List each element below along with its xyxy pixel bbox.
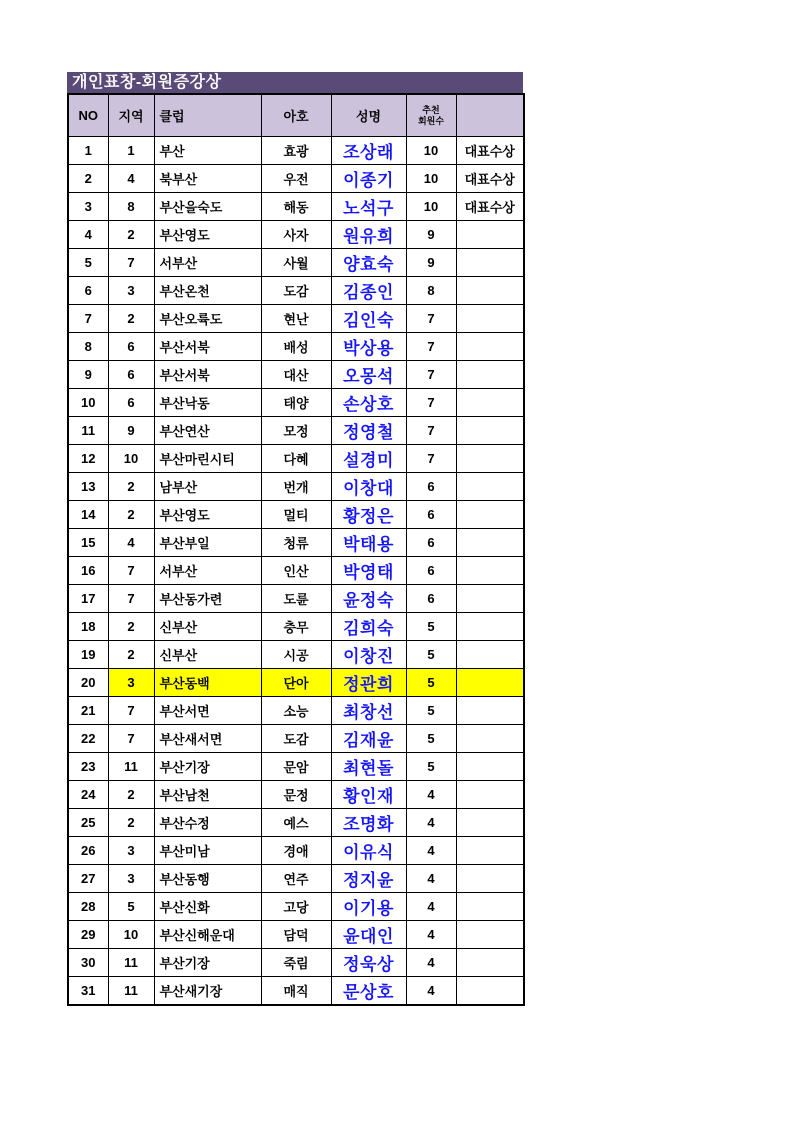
cell-club: 부산기장 xyxy=(154,753,261,781)
cell-note xyxy=(456,781,524,809)
cell-no: 1 xyxy=(68,137,108,165)
cell-region: 11 xyxy=(108,753,154,781)
cell-club: 부산영도 xyxy=(154,221,261,249)
cell-region: 7 xyxy=(108,557,154,585)
cell-count: 9 xyxy=(406,249,456,277)
cell-region: 2 xyxy=(108,473,154,501)
cell-name: 정관희 xyxy=(331,669,406,697)
cell-pen-name: 현난 xyxy=(261,305,331,333)
cell-region: 11 xyxy=(108,977,154,1006)
cell-note xyxy=(456,249,524,277)
cell-count: 5 xyxy=(406,697,456,725)
cell-note xyxy=(456,837,524,865)
cell-note xyxy=(456,445,524,473)
cell-note xyxy=(456,557,524,585)
cell-pen-name: 배성 xyxy=(261,333,331,361)
table-row xyxy=(68,809,524,837)
cell-count: 10 xyxy=(406,165,456,193)
cell-club: 남부산 xyxy=(154,473,261,501)
cell-name: 박태용 xyxy=(331,529,406,557)
cell-no: 23 xyxy=(68,753,108,781)
cell-region: 11 xyxy=(108,949,154,977)
cell-count: 6 xyxy=(406,501,456,529)
cell-pen-name: 해동 xyxy=(261,193,331,221)
cell-club: 북부산 xyxy=(154,165,261,193)
table-row xyxy=(68,361,524,389)
cell-no: 15 xyxy=(68,529,108,557)
cell-club: 부산온천 xyxy=(154,277,261,305)
cell-note xyxy=(456,501,524,529)
cell-no: 19 xyxy=(68,641,108,669)
cell-pen-name: 인산 xyxy=(261,557,331,585)
table-row xyxy=(68,753,524,781)
cell-pen-name: 매직 xyxy=(261,977,331,1006)
cell-count: 9 xyxy=(406,221,456,249)
cell-no: 20 xyxy=(68,669,108,697)
cell-name: 오몽석 xyxy=(331,361,406,389)
cell-club: 신부산 xyxy=(154,641,261,669)
cell-count: 4 xyxy=(406,781,456,809)
cell-name: 정영철 xyxy=(331,417,406,445)
cell-count: 7 xyxy=(406,417,456,445)
cell-pen-name: 단아 xyxy=(261,669,331,697)
cell-count: 5 xyxy=(406,669,456,697)
cell-club: 부산동백 xyxy=(154,669,261,697)
cell-note xyxy=(456,389,524,417)
cell-count: 4 xyxy=(406,837,456,865)
cell-pen-name: 연주 xyxy=(261,865,331,893)
col-header-name: 성명 xyxy=(331,94,406,137)
cell-pen-name: 태양 xyxy=(261,389,331,417)
cell-no: 26 xyxy=(68,837,108,865)
cell-no: 13 xyxy=(68,473,108,501)
cell-count: 7 xyxy=(406,305,456,333)
cell-region: 7 xyxy=(108,249,154,277)
cell-no: 2 xyxy=(68,165,108,193)
cell-club: 부산서북 xyxy=(154,333,261,361)
cell-name: 김희숙 xyxy=(331,613,406,641)
cell-club: 부산신화 xyxy=(154,893,261,921)
cell-club: 부산마린시티 xyxy=(154,445,261,473)
cell-club: 부산영도 xyxy=(154,501,261,529)
cell-count: 8 xyxy=(406,277,456,305)
cell-count: 10 xyxy=(406,137,456,165)
cell-count: 5 xyxy=(406,753,456,781)
cell-count: 6 xyxy=(406,557,456,585)
cell-no: 4 xyxy=(68,221,108,249)
cell-no: 22 xyxy=(68,725,108,753)
cell-pen-name: 소능 xyxy=(261,697,331,725)
cell-club: 부산서면 xyxy=(154,697,261,725)
cell-name: 박영태 xyxy=(331,557,406,585)
cell-club: 서부산 xyxy=(154,557,261,585)
cell-pen-name: 담덕 xyxy=(261,921,331,949)
cell-name: 이기용 xyxy=(331,893,406,921)
table-row xyxy=(68,249,524,277)
cell-pen-name: 경애 xyxy=(261,837,331,865)
table-row xyxy=(68,865,524,893)
cell-count: 7 xyxy=(406,389,456,417)
cell-count: 7 xyxy=(406,333,456,361)
cell-note: 대표수상 xyxy=(456,165,524,193)
cell-name: 조명화 xyxy=(331,809,406,837)
table-row xyxy=(68,389,524,417)
cell-region: 6 xyxy=(108,389,154,417)
cell-note xyxy=(456,613,524,641)
table-row xyxy=(68,193,524,221)
cell-no: 5 xyxy=(68,249,108,277)
cell-name: 양효숙 xyxy=(331,249,406,277)
cell-name: 윤정숙 xyxy=(331,585,406,613)
cell-note: 대표수상 xyxy=(456,137,524,165)
table-row xyxy=(68,277,524,305)
cell-no: 25 xyxy=(68,809,108,837)
cell-pen-name: 충무 xyxy=(261,613,331,641)
table-row xyxy=(68,417,524,445)
cell-region: 10 xyxy=(108,921,154,949)
table-row xyxy=(68,529,524,557)
cell-club: 부산동행 xyxy=(154,865,261,893)
table-header xyxy=(68,94,524,137)
cell-club: 서부산 xyxy=(154,249,261,277)
cell-region: 2 xyxy=(108,613,154,641)
cell-no: 21 xyxy=(68,697,108,725)
cell-pen-name: 도감 xyxy=(261,725,331,753)
table-row xyxy=(68,613,524,641)
cell-club: 부산을숙도 xyxy=(154,193,261,221)
cell-name: 원유희 xyxy=(331,221,406,249)
table-row xyxy=(68,641,524,669)
col-header-count-line2: 회원수 xyxy=(417,115,445,126)
cell-count: 5 xyxy=(406,613,456,641)
cell-pen-name: 청류 xyxy=(261,529,331,557)
cell-note xyxy=(456,697,524,725)
table-row xyxy=(68,669,524,697)
table-row xyxy=(68,837,524,865)
cell-no: 28 xyxy=(68,893,108,921)
cell-no: 12 xyxy=(68,445,108,473)
cell-no: 6 xyxy=(68,277,108,305)
cell-no: 9 xyxy=(68,361,108,389)
cell-count: 4 xyxy=(406,893,456,921)
col-header-count xyxy=(406,94,456,137)
cell-region: 3 xyxy=(108,669,154,697)
cell-no: 27 xyxy=(68,865,108,893)
cell-count: 4 xyxy=(406,921,456,949)
cell-note xyxy=(456,417,524,445)
table-row xyxy=(68,137,524,165)
col-header-note xyxy=(456,94,524,137)
cell-region: 10 xyxy=(108,445,154,473)
table-body xyxy=(68,137,524,1006)
cell-name: 최창선 xyxy=(331,697,406,725)
cell-no: 10 xyxy=(68,389,108,417)
cell-note: 대표수상 xyxy=(456,193,524,221)
cell-region: 2 xyxy=(108,305,154,333)
cell-count: 4 xyxy=(406,977,456,1006)
cell-no: 16 xyxy=(68,557,108,585)
cell-region: 4 xyxy=(108,165,154,193)
cell-note xyxy=(456,949,524,977)
cell-pen-name: 예스 xyxy=(261,809,331,837)
header-row xyxy=(68,94,524,137)
cell-name: 노석구 xyxy=(331,193,406,221)
cell-no: 29 xyxy=(68,921,108,949)
cell-name: 최현돌 xyxy=(331,753,406,781)
cell-note xyxy=(456,669,524,697)
cell-note xyxy=(456,277,524,305)
cell-note xyxy=(456,361,524,389)
cell-count: 6 xyxy=(406,529,456,557)
cell-club: 부산서북 xyxy=(154,361,261,389)
cell-region: 1 xyxy=(108,137,154,165)
cell-note xyxy=(456,809,524,837)
cell-note xyxy=(456,893,524,921)
cell-name: 문상호 xyxy=(331,977,406,1006)
cell-name: 이종기 xyxy=(331,165,406,193)
awards-sheet xyxy=(67,72,523,1006)
cell-pen-name: 도감 xyxy=(261,277,331,305)
cell-no: 30 xyxy=(68,949,108,977)
cell-note xyxy=(456,305,524,333)
cell-name: 이유식 xyxy=(331,837,406,865)
cell-name: 김종인 xyxy=(331,277,406,305)
cell-pen-name: 대산 xyxy=(261,361,331,389)
cell-region: 8 xyxy=(108,193,154,221)
cell-club: 부산 xyxy=(154,137,261,165)
cell-name: 김인숙 xyxy=(331,305,406,333)
cell-club: 부산수정 xyxy=(154,809,261,837)
cell-club: 부산신해운대 xyxy=(154,921,261,949)
cell-count: 6 xyxy=(406,585,456,613)
cell-name: 박상용 xyxy=(331,333,406,361)
cell-club: 부산연산 xyxy=(154,417,261,445)
cell-pen-name: 우전 xyxy=(261,165,331,193)
table-row xyxy=(68,949,524,977)
cell-region: 4 xyxy=(108,529,154,557)
cell-note xyxy=(456,333,524,361)
table-row xyxy=(68,333,524,361)
col-header-club: 클럽 xyxy=(154,94,261,137)
cell-no: 18 xyxy=(68,613,108,641)
cell-name: 김재윤 xyxy=(331,725,406,753)
cell-pen-name: 사월 xyxy=(261,249,331,277)
cell-pen-name: 문암 xyxy=(261,753,331,781)
cell-no: 24 xyxy=(68,781,108,809)
cell-club: 부산부일 xyxy=(154,529,261,557)
col-header-no: NO xyxy=(68,94,108,137)
cell-region: 2 xyxy=(108,501,154,529)
cell-note xyxy=(456,977,524,1006)
cell-note xyxy=(456,921,524,949)
cell-region: 3 xyxy=(108,837,154,865)
cell-club: 부산오륙도 xyxy=(154,305,261,333)
cell-region: 6 xyxy=(108,361,154,389)
cell-club: 부산새기장 xyxy=(154,977,261,1006)
cell-region: 7 xyxy=(108,725,154,753)
cell-name: 이창대 xyxy=(331,473,406,501)
cell-club: 부산동가련 xyxy=(154,585,261,613)
cell-club: 신부산 xyxy=(154,613,261,641)
cell-pen-name: 사자 xyxy=(261,221,331,249)
cell-pen-name: 모정 xyxy=(261,417,331,445)
cell-note xyxy=(456,753,524,781)
cell-pen-name: 멀티 xyxy=(261,501,331,529)
cell-count: 6 xyxy=(406,473,456,501)
cell-name: 이창진 xyxy=(331,641,406,669)
cell-region: 7 xyxy=(108,585,154,613)
cell-region: 3 xyxy=(108,865,154,893)
cell-note xyxy=(456,641,524,669)
table-title: 개인표창-회원증강상 xyxy=(67,72,523,93)
cell-count: 4 xyxy=(406,809,456,837)
cell-note xyxy=(456,529,524,557)
cell-note xyxy=(456,473,524,501)
cell-region: 3 xyxy=(108,277,154,305)
cell-pen-name: 죽림 xyxy=(261,949,331,977)
table-row xyxy=(68,893,524,921)
table-row xyxy=(68,781,524,809)
cell-count: 5 xyxy=(406,641,456,669)
cell-name: 윤대인 xyxy=(331,921,406,949)
cell-club: 부산기장 xyxy=(154,949,261,977)
col-header-count-line1: 추천 xyxy=(422,104,440,115)
table-row xyxy=(68,697,524,725)
table-row xyxy=(68,977,524,1006)
cell-pen-name: 도륜 xyxy=(261,585,331,613)
cell-count: 5 xyxy=(406,725,456,753)
cell-note xyxy=(456,221,524,249)
cell-region: 6 xyxy=(108,333,154,361)
cell-region: 7 xyxy=(108,697,154,725)
cell-region: 2 xyxy=(108,641,154,669)
col-header-region: 지역 xyxy=(108,94,154,137)
cell-count: 7 xyxy=(406,445,456,473)
cell-count: 10 xyxy=(406,193,456,221)
cell-pen-name: 문정 xyxy=(261,781,331,809)
cell-name: 정지윤 xyxy=(331,865,406,893)
cell-no: 7 xyxy=(68,305,108,333)
awards-table xyxy=(67,93,525,1006)
cell-note xyxy=(456,585,524,613)
cell-name: 설경미 xyxy=(331,445,406,473)
cell-pen-name: 다혜 xyxy=(261,445,331,473)
table-row xyxy=(68,557,524,585)
cell-no: 3 xyxy=(68,193,108,221)
table-row xyxy=(68,501,524,529)
cell-note xyxy=(456,725,524,753)
cell-no: 17 xyxy=(68,585,108,613)
cell-pen-name: 효광 xyxy=(261,137,331,165)
table-row xyxy=(68,725,524,753)
cell-no: 8 xyxy=(68,333,108,361)
cell-no: 31 xyxy=(68,977,108,1006)
cell-region: 2 xyxy=(108,781,154,809)
cell-club: 부산낙동 xyxy=(154,389,261,417)
cell-name: 정욱상 xyxy=(331,949,406,977)
cell-name: 황정은 xyxy=(331,501,406,529)
cell-club: 부산미남 xyxy=(154,837,261,865)
cell-pen-name: 번개 xyxy=(261,473,331,501)
cell-club: 부산새서면 xyxy=(154,725,261,753)
cell-club: 부산남천 xyxy=(154,781,261,809)
col-header-pen-name: 아호 xyxy=(261,94,331,137)
cell-pen-name: 고당 xyxy=(261,893,331,921)
table-row xyxy=(68,221,524,249)
table-row xyxy=(68,473,524,501)
table-row xyxy=(68,305,524,333)
cell-count: 4 xyxy=(406,949,456,977)
table-row xyxy=(68,585,524,613)
table-row xyxy=(68,921,524,949)
cell-count: 7 xyxy=(406,361,456,389)
cell-no: 14 xyxy=(68,501,108,529)
cell-name: 황인재 xyxy=(331,781,406,809)
cell-region: 2 xyxy=(108,221,154,249)
cell-note xyxy=(456,865,524,893)
cell-region: 2 xyxy=(108,809,154,837)
cell-region: 9 xyxy=(108,417,154,445)
table-row xyxy=(68,165,524,193)
cell-count: 4 xyxy=(406,865,456,893)
cell-no: 11 xyxy=(68,417,108,445)
table-row xyxy=(68,445,524,473)
cell-name: 조상래 xyxy=(331,137,406,165)
cell-region: 5 xyxy=(108,893,154,921)
cell-name: 손상호 xyxy=(331,389,406,417)
cell-pen-name: 시공 xyxy=(261,641,331,669)
